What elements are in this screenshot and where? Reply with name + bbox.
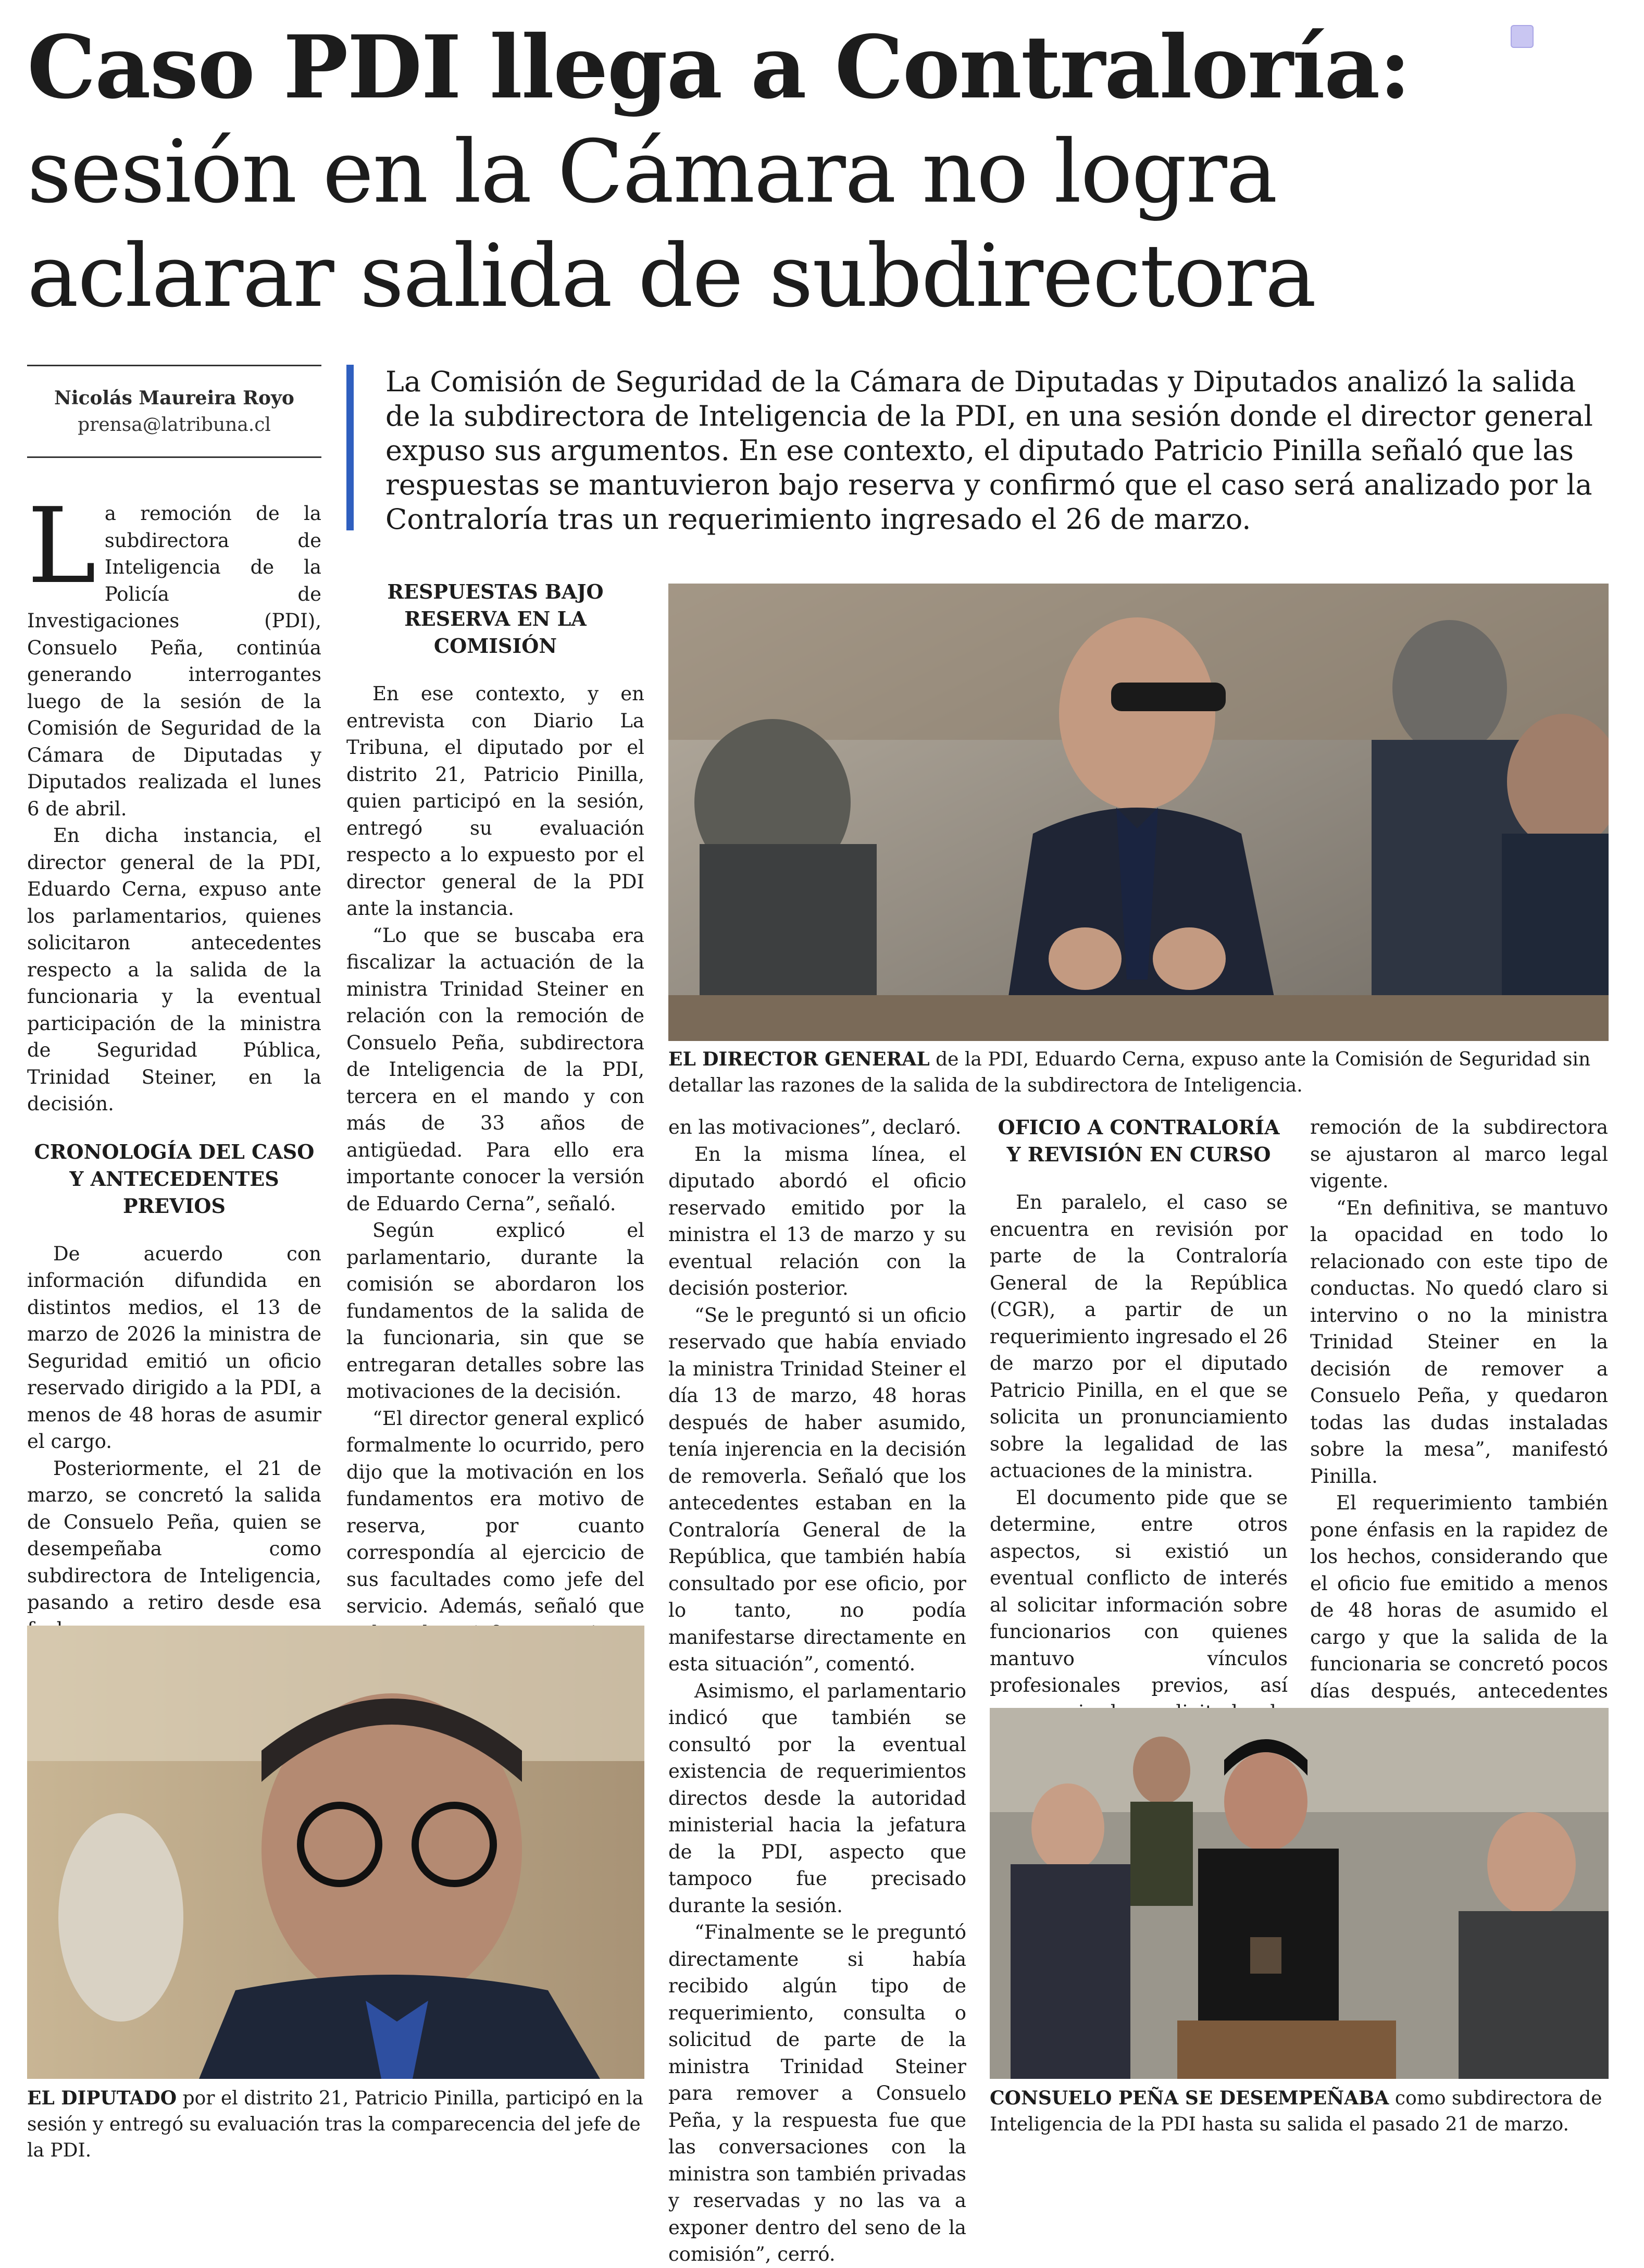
photo-director-general (668, 584, 1609, 1041)
photo-consuelo-pena (990, 1708, 1609, 2079)
paragraph: “El director general explicó formalmente lo ocurrido, pero dijo que la motivación en los fundamentos era motivo de reserva, por cuanto correspondía al ejercicio de sus facultades como jefe del servicio. Además, señaló que (346, 1407, 644, 1617)
column-5 (1310, 1114, 1608, 1758)
paragraph: “Se le preguntó si un oficio reservado que había enviado la ministra Trinidad Steiner el día 13 de marzo, 48 horas después de haber asumido, tenía injerencia en la decisión de removerla. Señaló que los antecedentes estaban en la Contraloría General de la República, que también había consultado por ese oficio, por lo tanto, no podía manifestarse directamente en esta situación”, comentó. (668, 1304, 966, 1675)
paragraph: De acuerdo con información difundida en distintos medios, el 13 de marzo de 2026 la ministra de Seguridad emitió un oficio reservado dirigido a la PDI, a menos de 48 horas de asumir el cargo. (27, 1242, 321, 1453)
column-4 (990, 1099, 1288, 1753)
paragraph: Según explicó el parlamentario, durante la comisión se abordaron los fundamentos de la salida de la funcionaria, sin que se entregaran detalles sobre las motivaciones de la decisión. (346, 1219, 644, 1403)
paragraph: En la misma línea, el diputado abordó el oficio reservado emitido por la ministra el 13 de marzo y su eventual relación con la decisión posterior. (668, 1143, 966, 1299)
paragraph: En ese contexto, y en entrevista con Diario La Tribuna, el diputado por el distrito 21, Patricio Pinilla, quien participó en la sesión, entregó su evaluación respecto a lo expuesto por el director general de la PDI ante la instancia. (346, 683, 644, 920)
paragraph: El requerimiento también pone énfasis en la rapidez de los hechos, considerando que el oficio fue emitido a menos de 48 horas de asumido el cargo y que la salida de la funcionaria se concretó pocos días después, antecedentes (1310, 1492, 1608, 1702)
paragraph: “Finalmente se le preguntó directamente si había recibido algún tipo de requerimiento, consulta o solicitud de parte de la ministra Trinidad Steiner para remover a Consuelo Peña, y la respuesta fue que las conversaciones con la ministra son también privadas y reservadas y no las va a exponer dentro del seno de la comisión”, cerró. (668, 1921, 966, 2265)
paragraph: En paralelo, el caso se encuentra en revisión por parte de la Contraloría General de la República (CGR), a partir de un requerimiento ingresado el 26 de marzo por el diputado Patricio Pinilla, en el que se solicita un pronunciamiento sobre la legalidad de las actuaciones de la ministra. (990, 1191, 1288, 1482)
paragraph: en las motivaciones”, declaró. (668, 1116, 962, 1138)
caption-director: EL DIRECTOR GENERAL de la PDI, Eduardo Cerna, expuso ante la Comisión de Seguridad sin detallar las razones de la salida de la subdirectora de Inteligencia. (668, 1048, 1591, 1096)
caption-consuelo: CONSUELO PEÑA SE DESEMPEÑABA como subdirectora de Inteligencia de la PDI hasta su salida el pasado 21 de marzo. (990, 2087, 1602, 2135)
drop-cap: L (27, 486, 96, 607)
section-heading: OFICIO A CONTRALORÍA Y REVISIÓN EN CURSO (998, 1116, 1280, 1166)
paragraph: El documento pide que se determine, entre otros aspectos, si existió un eventual conflicto de interés al solicitar información sobre funcionarios con quienes mantuvo vínculos profesionales previos, así (990, 1486, 1288, 1696)
photo-diputado (27, 1626, 644, 2079)
page-marker-icon (1511, 25, 1534, 48)
section-heading: CRONOLOGÍA DEL CASO Y ANTECEDENTES PREVIOS (34, 1139, 315, 1218)
paragraph: En dicha instancia, el director general de la PDI, Eduardo Cerna, expuso ante los parlamentarios, quienes solicitaron antecedentes respecto a la salida de la funcionaria y la eventual participación de la ministra de Seguridad Pública, Trinidad Steiner, en la decisión. (27, 824, 321, 1115)
section-heading: RESPUESTAS BAJO RESERVA EN LA COMISIÓN (387, 580, 604, 658)
author-email[interactable]: prensa@latribuna.cl (78, 414, 271, 436)
headline (27, 16, 1548, 329)
column-1 (27, 486, 321, 1804)
paragraph: Posteriormente, el 21 de marzo, se concretó la salida de Consuelo Peña, quien se desempeñaba como subdirectora de Inteligencia, pasando a retiro desde esa (27, 1457, 321, 1614)
paragraph: Asimismo, el parlamentario indicó que también se consultó por la eventual existencia de requerimientos directos desde la autoridad ministerial hacia la jefatura de la PDI, aspecto que tampoco fue precisado durante la sesión. (668, 1679, 966, 1917)
paragraph: La remoción de la subdirectora de Inteligencia de la Policía de Investigaciones (PDI), Consuelo Peña, continúa generando interrogantes luego de la sesión de la Comisión de Seguridad de la Cámara de Diputadas y Diputados realizada el lunes 6 de abril. (27, 486, 321, 820)
author-name: Nicolás Maureira Royo (54, 387, 294, 409)
caption-diputado: EL DIPUTADO por el distrito 21, Patricio Pinilla, participó en la sesión y entregó su evaluación tras la comparecencia del jefe de la PDI. (27, 2087, 644, 2161)
paragraph: “En definitiva, se mantuvo la opacidad en todo lo relacionado con este tipo de conductas. No quedó claro si intervino o no la ministra Trinidad Steiner en la decisión de remover a Consuelo Peña, y quedaron todas las dudas instaladas sobre la mesa”, manifestó Pinilla. (1310, 1196, 1608, 1488)
headline-light: sesión en la Cámara no logra aclarar salida de subdirectora (27, 122, 1316, 327)
headline-bold: Caso PDI llega a Contraloría: (27, 17, 1410, 118)
lede: La Comisión de Seguridad de la Cámara de Diputadas y Diputados analizó la salida de la subdirectora de Inteligencia de la PDI, en una sesión donde el director general expuso sus argumentos. En ese contexto, el diputado Patricio Pinilla señaló que las respuestas se mantuvieron bajo reserva y confirmó que el caso será analizado por la Contraloría tras un requerimiento ingresado el 26 de marzo. (385, 365, 1593, 536)
lede-accent-bar (346, 365, 354, 530)
column-3 (668, 1114, 966, 2268)
column-2 (346, 563, 644, 1754)
byline (27, 365, 321, 458)
paragraph: “Lo que se buscaba era fiscalizar la actuación de la ministra Trinidad Steiner en relación con la remoción de Consuelo Peña, subdirectora de Inteligencia de la PDI, tercera en el mando y con más de 33 años de antigüedad. Para ello era importante conocer la versión de Eduardo Cerna”, señaló. (346, 924, 644, 1215)
paragraph: remoción de la subdirectora se ajustaron al marco legal vigente. (1310, 1116, 1608, 1192)
